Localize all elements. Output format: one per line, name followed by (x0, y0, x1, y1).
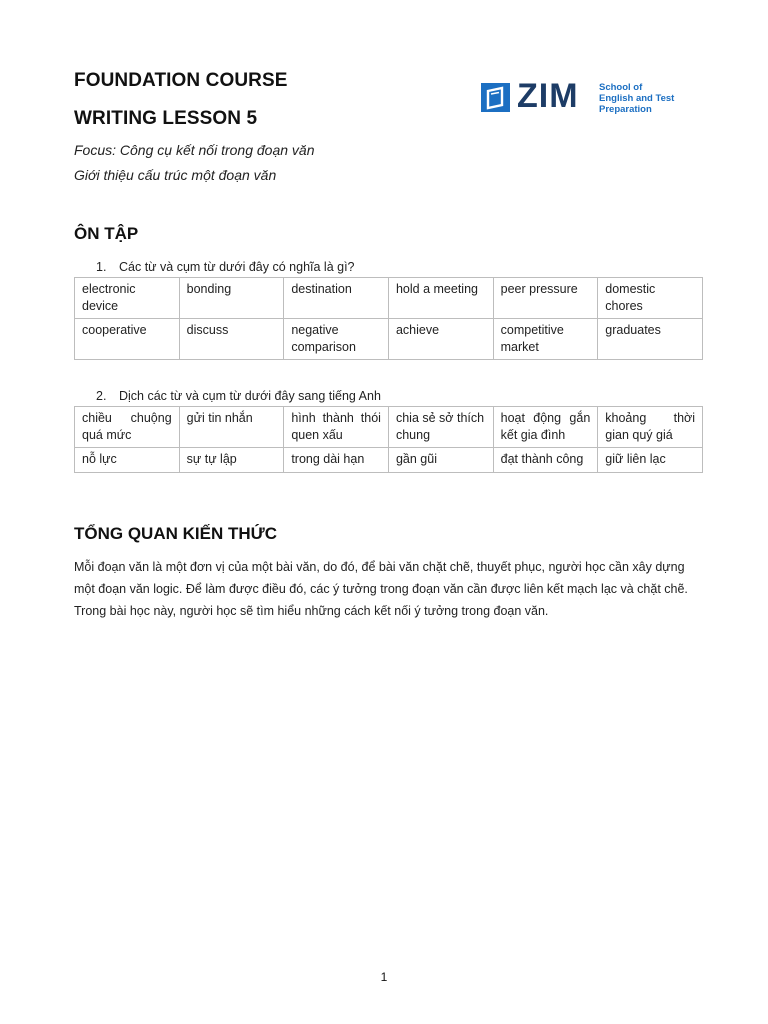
table-cell: chia sẻ sở thích chung (388, 407, 493, 448)
table-cell: destination (284, 278, 389, 319)
question-1 (96, 260, 355, 274)
table-cell: nỗ lực (75, 448, 180, 473)
table-cell: competitive market (493, 319, 598, 360)
table-cell: bonding (179, 278, 284, 319)
question-number: 2. (96, 389, 107, 403)
table-row (75, 319, 703, 360)
table-cell: electronic device (75, 278, 180, 319)
book-icon (481, 83, 510, 112)
intro-line: Giới thiệu cấu trúc một đoạn văn (74, 167, 277, 183)
vocab-table-1 (74, 277, 703, 360)
question-2 (96, 389, 381, 403)
question-number: 1. (96, 260, 107, 274)
focus-line: Focus: Công cụ kết nối trong đoạn văn (74, 142, 315, 158)
logo-tagline (599, 82, 689, 115)
question-text: Dịch các từ và cụm từ dưới đây sang tiếng Anh (119, 389, 381, 403)
logo-tagline-line: School of (599, 82, 643, 93)
table-row (75, 407, 703, 448)
question-text: Các từ và cụm từ dưới đây có nghĩa là gì? (119, 260, 355, 274)
table-cell: trong dài hạn (284, 448, 389, 473)
page-number: 1 (380, 970, 388, 984)
table-cell: hold a meeting (388, 278, 493, 319)
table-cell: peer pressure (493, 278, 598, 319)
zim-logo (481, 77, 681, 115)
review-heading: ÔN TẬP (74, 224, 139, 243)
course-title: FOUNDATION COURSE (74, 70, 288, 91)
table-cell: chiều chuộng quá mức (75, 407, 180, 448)
table-cell: domestic chores (598, 278, 703, 319)
table-row (75, 278, 703, 319)
overview-heading: TỔNG QUAN KIẾN THỨC (74, 524, 277, 543)
table-cell: discuss (179, 319, 284, 360)
table-cell: gửi tin nhắn (179, 407, 284, 448)
logo-tagline-line: Preparation (599, 104, 652, 115)
table-cell: hình thành thói quen xấu (284, 407, 389, 448)
table-cell: achieve (388, 319, 493, 360)
vocab-table-2 (74, 406, 703, 473)
lesson-title: WRITING LESSON 5 (74, 108, 258, 129)
table-cell: khoảng thời gian quý giá (598, 407, 703, 448)
table-cell: sự tự lập (179, 448, 284, 473)
table-cell: hoạt động gắn kết gia đình (493, 407, 598, 448)
table-cell: giữ liên lạc (598, 448, 703, 473)
logo-wordmark: ZIM (517, 77, 579, 115)
overview-paragraph: Mỗi đoạn văn là một đơn vị của một bài văn, do đó, để bài văn chặt chẽ, thuyết phục, người học cần xây dựng một đoạn văn logic. Để làm được điều đó, các ý tưởng trong đoạn văn cần được liên kết mạch lạc và chặt chẽ. Trong bài học này, người học sẽ tìm hiểu những cách kết nối ý tưởng trong đoạn văn. (74, 560, 688, 618)
table-cell: graduates (598, 319, 703, 360)
logo-tagline-line: English and Test (599, 93, 675, 104)
table-row (75, 448, 703, 473)
table-cell: cooperative (75, 319, 180, 360)
table-cell: negative comparison (284, 319, 389, 360)
table-cell: gần gũi (388, 448, 493, 473)
table-cell: đạt thành công (493, 448, 598, 473)
